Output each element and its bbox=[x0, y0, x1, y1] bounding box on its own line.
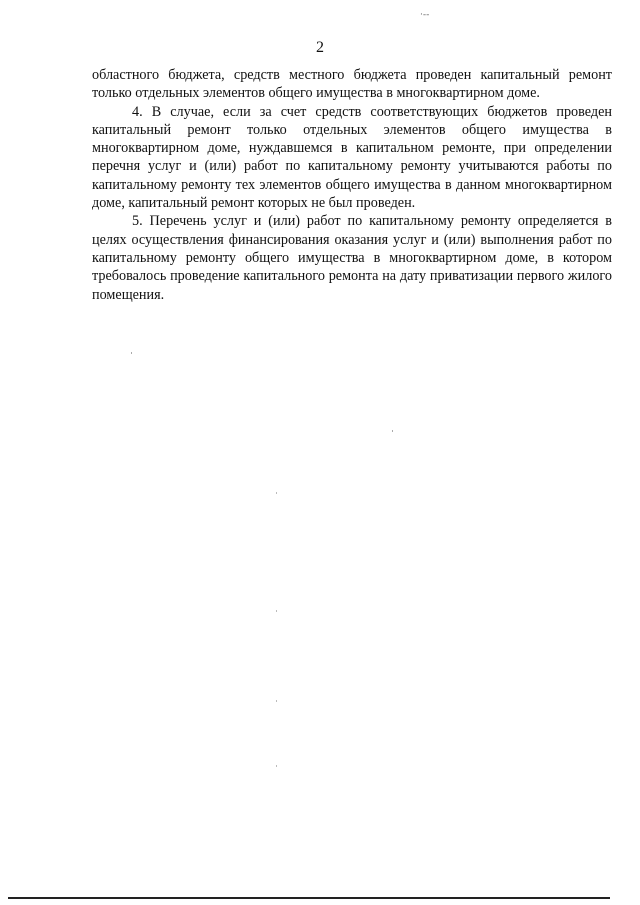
scan-speck bbox=[276, 765, 277, 767]
scan-speck bbox=[276, 610, 277, 612]
scan-speck bbox=[392, 430, 393, 432]
scan-bottom-edge bbox=[8, 897, 610, 899]
scan-speck bbox=[276, 700, 277, 702]
scan-speck bbox=[131, 352, 132, 354]
paragraph-5: 5. Перечень услуг и (или) работ по капитальному ремонту определяется в целях осуществления финансирования оказания услуг и (или) выполнения работ по капитальному ремонту общего имущества в многоквартирном доме, в котором требовалось проведение капитального ремонта на дату приватизации первого жилого помещения. bbox=[92, 213, 612, 303]
paragraph-4: 4. В случае, если за счет средств соответствующих бюджетов проведен капитальный ремонт только отдельных элементов общего имущества в многоквартирном доме, нуждавшемся в капитальном ремонте, при определении перечня услуг и (или) работ по капитальному ремонту учитываются работы по капитальному ремонту тех элементов общего имущества в данном многоквартирном доме, капитальный ремонт которых не был проведен. bbox=[92, 103, 612, 212]
scan-corner-mark: ·-- bbox=[420, 10, 430, 20]
document-body bbox=[92, 66, 612, 304]
paragraph-continuation: областного бюджета, средств местного бюджета проведен капитальный ремонт только отдельных элементов общего имущества в многоквартирном доме. bbox=[92, 67, 612, 102]
page-number: 2 bbox=[316, 39, 324, 56]
scan-speck bbox=[276, 492, 277, 494]
